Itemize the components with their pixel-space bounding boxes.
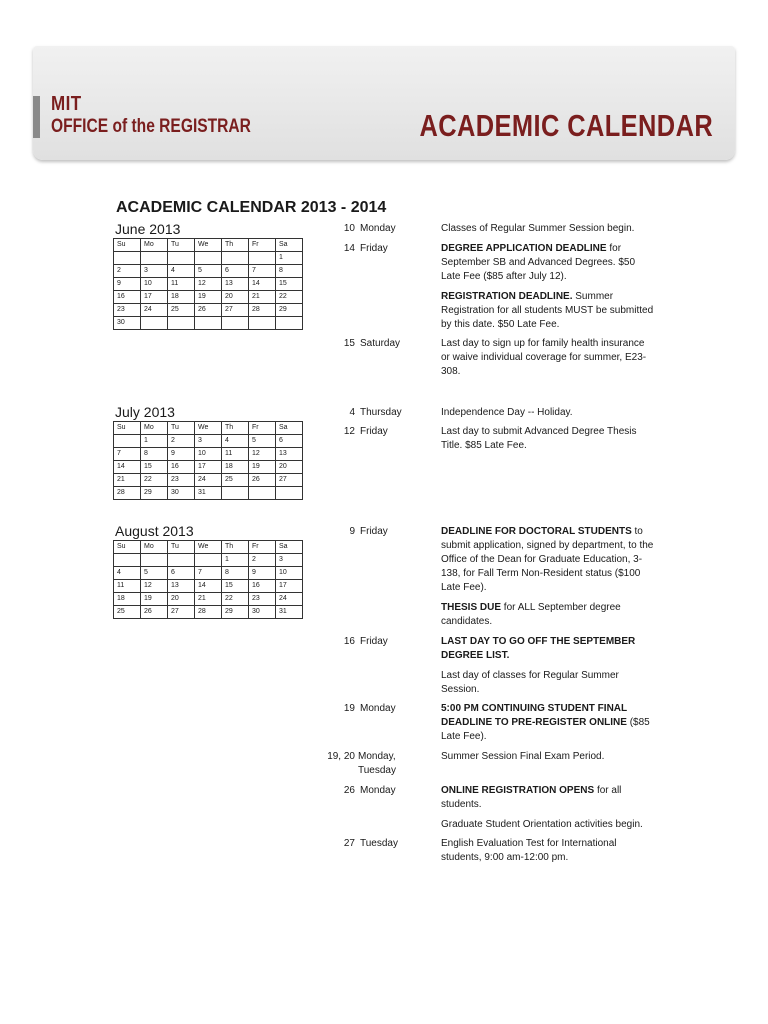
calendar-day-cell: 27 — [168, 606, 195, 619]
document-title: ACADEMIC CALENDAR 2013 - 2014 — [116, 199, 387, 216]
calendar-day-cell: 16 — [114, 291, 141, 304]
event-date: 12 — [343, 426, 355, 437]
brand-office: OFFICE of the REGISTRAR — [51, 116, 251, 137]
calendar-day-cell: 18 — [168, 291, 195, 304]
calendar-day-cell: 25 — [114, 606, 141, 619]
calendar-day-cell: 3 — [276, 554, 303, 567]
weekday-header: We — [195, 541, 222, 554]
calendar-day-cell — [195, 554, 222, 567]
calendar-day-cell — [222, 252, 249, 265]
month-title-june: June 2013 — [115, 221, 181, 237]
calendar-day-cell: 24 — [195, 474, 222, 487]
weekday-header: Fr — [249, 239, 276, 252]
event-paragraph: Last day of classes for Regular Summer Session. — [441, 670, 619, 695]
event-date: 4 — [349, 407, 355, 418]
calendar-day-cell: 12 — [249, 448, 276, 461]
calendar-day-cell: 11 — [222, 448, 249, 461]
weekday-header: Sa — [276, 239, 303, 252]
calendar-day-cell — [222, 317, 249, 330]
event-emphasis: REGISTRATION DEADLINE. — [441, 291, 573, 302]
calendar-day-cell: 29 — [276, 304, 303, 317]
calendar-august — [113, 540, 303, 619]
calendar-day-cell: 10 — [195, 448, 222, 461]
event-day: Monday, Tuesday — [358, 751, 396, 776]
calendar-day-cell: 7 — [249, 265, 276, 278]
weekday-header: Tu — [168, 541, 195, 554]
event-date: 19, 20 — [327, 751, 355, 762]
event-paragraph: Classes of Regular Summer Session begin. — [441, 223, 635, 234]
event-emphasis: 5:00 PM CONTINUING STUDENT FINAL DEADLINE TO PRE-REGISTER ONLINE — [441, 703, 627, 728]
calendar-day-cell: 19 — [141, 593, 168, 606]
calendar-day-cell: 16 — [249, 580, 276, 593]
event-description — [441, 635, 656, 697]
registrar-header — [33, 46, 735, 160]
event-paragraph — [441, 635, 656, 663]
calendar-week-row — [114, 461, 303, 474]
calendar-day-cell: 8 — [222, 567, 249, 580]
calendar-day-cell: 22 — [276, 291, 303, 304]
calendar-week-row — [114, 567, 303, 580]
calendar-day-cell: 7 — [195, 567, 222, 580]
calendar-week-row — [114, 580, 303, 593]
calendar-day-cell: 30 — [249, 606, 276, 619]
calendar-day-cell: 13 — [168, 580, 195, 593]
event-emphasis: DEADLINE FOR DOCTORAL STUDENTS — [441, 526, 632, 537]
calendar-weekday-row — [114, 239, 303, 252]
event-paragraph: REGISTRATION DEADLINE. Summer Registration for all students MUST be submitted by this date. $50 Late Fee. — [441, 291, 654, 330]
calendar-day-cell: 19 — [249, 461, 276, 474]
calendar-day-cell: 6 — [222, 265, 249, 278]
weekday-header: Su — [114, 239, 141, 252]
calendar-day-cell: 1 — [276, 252, 303, 265]
calendar-day-cell: 20 — [276, 461, 303, 474]
calendar-day-cell: 26 — [195, 304, 222, 317]
calendar-day-cell: 8 — [141, 448, 168, 461]
event-emphasis: DEGREE APPLICATION DEADLINE — [441, 243, 607, 254]
calendar-week-row — [114, 554, 303, 567]
calendar-day-cell: 9 — [168, 448, 195, 461]
calendar-day-cell — [276, 317, 303, 330]
event-date: 9 — [349, 526, 355, 537]
calendar-day-cell: 17 — [276, 580, 303, 593]
event-description — [441, 784, 656, 832]
calendar-day-cell: 19 — [195, 291, 222, 304]
calendar-june — [113, 238, 303, 330]
event-date: 16 — [343, 636, 355, 647]
calendar-day-cell — [276, 487, 303, 500]
event-paragraph: THESIS DUE for ALL September degree candidates. — [441, 602, 621, 627]
calendar-day-cell: 17 — [141, 291, 168, 304]
event-date: 19 — [343, 703, 355, 714]
calendar-july — [113, 421, 303, 500]
calendar-day-cell — [141, 252, 168, 265]
calendar-day-cell — [249, 317, 276, 330]
weekday-header: Tu — [168, 422, 195, 435]
calendar-day-cell: 11 — [168, 278, 195, 291]
event-description — [441, 425, 656, 453]
event-paragraph: Last day to submit Advanced Degree Thesis Title. $85 Late Fee. — [441, 426, 637, 451]
calendar-day-cell: 23 — [249, 593, 276, 606]
event-paragraph: English Evaluation Test for International students, 9:00 am-12:00 pm. — [441, 838, 617, 863]
calendar-day-cell: 18 — [222, 461, 249, 474]
event-emphasis: LAST DAY TO GO OFF THE SEPTEMBER DEGREE LIST. — [441, 636, 636, 661]
calendar-day-cell: 20 — [222, 291, 249, 304]
calendar-day-cell — [222, 487, 249, 500]
calendar-day-cell: 21 — [114, 474, 141, 487]
weekday-header: Su — [114, 541, 141, 554]
weekday-header: We — [195, 239, 222, 252]
calendar-week-row — [114, 265, 303, 278]
event-description — [441, 242, 656, 332]
calendar-day-cell: 27 — [276, 474, 303, 487]
weekday-header: Fr — [249, 541, 276, 554]
calendar-week-row — [114, 606, 303, 619]
calendar-day-cell: 30 — [114, 317, 141, 330]
calendar-week-row — [114, 304, 303, 317]
calendar-week-row — [114, 435, 303, 448]
calendar-day-cell: 15 — [222, 580, 249, 593]
calendar-day-cell: 29 — [222, 606, 249, 619]
event-paragraph: Graduate Student Orientation activities begin. — [441, 819, 643, 830]
brand-mit: MIT — [51, 93, 82, 115]
calendar-week-row — [114, 317, 303, 330]
calendar-day-cell: 20 — [168, 593, 195, 606]
calendar-day-cell: 21 — [195, 593, 222, 606]
event-paragraph: Last day to sign up for family health insurance or waive individual coverage for summer, E23-308. — [441, 338, 647, 377]
calendar-day-cell: 1 — [141, 435, 168, 448]
calendar-day-cell: 4 — [114, 567, 141, 580]
weekday-header: Sa — [276, 541, 303, 554]
calendar-day-cell: 11 — [114, 580, 141, 593]
event-day: Saturday — [360, 338, 401, 349]
calendar-day-cell: 26 — [141, 606, 168, 619]
event-date: 10 — [343, 223, 355, 234]
calendar-day-cell: 26 — [249, 474, 276, 487]
calendar-day-cell: 28 — [114, 487, 141, 500]
calendar-day-cell: 28 — [249, 304, 276, 317]
calendar-day-cell — [114, 435, 141, 448]
calendar-day-cell: 22 — [222, 593, 249, 606]
calendar-day-cell: 27 — [222, 304, 249, 317]
event-description — [441, 837, 656, 865]
calendar-day-cell — [168, 317, 195, 330]
calendar-day-cell: 14 — [249, 278, 276, 291]
calendar-day-cell: 13 — [222, 278, 249, 291]
calendar-day-cell: 17 — [195, 461, 222, 474]
calendar-day-cell: 2 — [114, 265, 141, 278]
calendar-week-row — [114, 448, 303, 461]
calendar-day-cell: 4 — [168, 265, 195, 278]
calendar-weekday-row — [114, 541, 303, 554]
calendar-week-row — [114, 278, 303, 291]
calendar-day-cell: 24 — [141, 304, 168, 317]
event-description — [441, 406, 656, 420]
event-emphasis: ONLINE REGISTRATION OPENS — [441, 785, 595, 796]
calendar-day-cell: 9 — [114, 278, 141, 291]
calendar-day-cell — [114, 554, 141, 567]
weekday-header: Th — [222, 541, 249, 554]
calendar-week-row — [114, 291, 303, 304]
weekday-header: Tu — [168, 239, 195, 252]
calendar-weekday-row — [114, 422, 303, 435]
event-date: 26 — [343, 785, 355, 796]
calendar-day-cell: 6 — [168, 567, 195, 580]
calendar-day-cell: 9 — [249, 567, 276, 580]
event-paragraph: 5:00 PM CONTINUING STUDENT FINAL DEADLINE TO PRE-REGISTER ONLINE ($85 Late Fee). — [441, 703, 650, 742]
event-day: Friday — [360, 243, 388, 254]
calendar-day-cell: 31 — [276, 606, 303, 619]
calendar-day-cell: 12 — [141, 580, 168, 593]
calendar-day-cell: 4 — [222, 435, 249, 448]
calendar-day-cell — [249, 487, 276, 500]
calendar-day-cell: 8 — [276, 265, 303, 278]
event-day: Friday — [360, 526, 388, 537]
month-title-july: July 2013 — [115, 404, 175, 420]
calendar-day-cell — [195, 317, 222, 330]
calendar-day-cell: 13 — [276, 448, 303, 461]
calendar-day-cell: 15 — [141, 461, 168, 474]
event-day: Monday — [360, 703, 396, 714]
event-paragraph: DEGREE APPLICATION DEADLINE for September SB and Advanced Degrees. $50 Late Fee ($85 after July 12). — [441, 243, 636, 282]
event-description — [441, 337, 656, 379]
calendar-week-row — [114, 474, 303, 487]
calendar-week-row — [114, 593, 303, 606]
event-description — [441, 750, 656, 764]
header-accent-bar — [33, 96, 40, 138]
weekday-header: We — [195, 422, 222, 435]
calendar-day-cell: 25 — [222, 474, 249, 487]
calendar-day-cell: 29 — [141, 487, 168, 500]
calendar-day-cell — [168, 252, 195, 265]
calendar-day-cell — [195, 252, 222, 265]
calendar-day-cell: 15 — [276, 278, 303, 291]
event-day: Friday — [360, 636, 388, 647]
event-paragraph: DEADLINE FOR DOCTORAL STUDENTS to submit application, signed by department, to the Office of the Dean for Graduate Education, 3-138, for Fall Term Non-Resident status ($100 Late Fee). — [441, 526, 654, 593]
calendar-day-cell — [249, 252, 276, 265]
calendar-day-cell: 12 — [195, 278, 222, 291]
event-description — [441, 222, 656, 236]
weekday-header: Mo — [141, 422, 168, 435]
weekday-header: Th — [222, 239, 249, 252]
calendar-day-cell — [168, 554, 195, 567]
calendar-day-cell: 5 — [195, 265, 222, 278]
event-emphasis: THESIS DUE — [441, 602, 502, 613]
weekday-header: Su — [114, 422, 141, 435]
event-day: Thursday — [360, 407, 402, 418]
calendar-day-cell: 30 — [168, 487, 195, 500]
calendar-day-cell: 23 — [114, 304, 141, 317]
calendar-day-cell: 23 — [168, 474, 195, 487]
calendar-day-cell — [141, 317, 168, 330]
weekday-header: Mo — [141, 239, 168, 252]
calendar-day-cell: 28 — [195, 606, 222, 619]
header-title: ACADEMIC CALENDAR — [419, 108, 713, 143]
event-date: 27 — [343, 838, 355, 849]
calendar-day-cell: 21 — [249, 291, 276, 304]
event-description — [441, 702, 656, 744]
calendar-day-cell: 3 — [195, 435, 222, 448]
calendar-day-cell: 3 — [141, 265, 168, 278]
calendar-day-cell: 25 — [168, 304, 195, 317]
calendar-day-cell: 14 — [195, 580, 222, 593]
calendar-day-cell — [141, 554, 168, 567]
calendar-day-cell: 10 — [141, 278, 168, 291]
event-paragraph: ONLINE REGISTRATION OPENS for all students. — [441, 785, 622, 810]
calendar-day-cell: 18 — [114, 593, 141, 606]
calendar-day-cell: 10 — [276, 567, 303, 580]
event-paragraph: Summer Session Final Exam Period. — [441, 751, 605, 762]
event-date: 15 — [343, 338, 355, 349]
event-day: Friday — [360, 426, 388, 437]
calendar-week-row — [114, 252, 303, 265]
calendar-day-cell: 31 — [195, 487, 222, 500]
event-day: Monday — [360, 785, 396, 796]
event-description — [441, 525, 656, 629]
event-day: Tuesday — [360, 838, 398, 849]
calendar-day-cell: 6 — [276, 435, 303, 448]
calendar-day-cell: 5 — [141, 567, 168, 580]
event-day: Monday — [360, 223, 396, 234]
event-paragraph: Independence Day -- Holiday. — [441, 407, 573, 418]
calendar-week-row — [114, 487, 303, 500]
calendar-day-cell: 24 — [276, 593, 303, 606]
weekday-header: Fr — [249, 422, 276, 435]
event-date: 14 — [343, 243, 355, 254]
calendar-day-cell: 22 — [141, 474, 168, 487]
calendar-day-cell: 2 — [168, 435, 195, 448]
calendar-day-cell: 5 — [249, 435, 276, 448]
calendar-day-cell: 7 — [114, 448, 141, 461]
weekday-header: Mo — [141, 541, 168, 554]
calendar-day-cell: 14 — [114, 461, 141, 474]
calendar-day-cell — [114, 252, 141, 265]
calendar-day-cell: 1 — [222, 554, 249, 567]
weekday-header: Th — [222, 422, 249, 435]
weekday-header: Sa — [276, 422, 303, 435]
month-title-august: August 2013 — [115, 523, 194, 539]
calendar-day-cell: 2 — [249, 554, 276, 567]
calendar-day-cell: 16 — [168, 461, 195, 474]
